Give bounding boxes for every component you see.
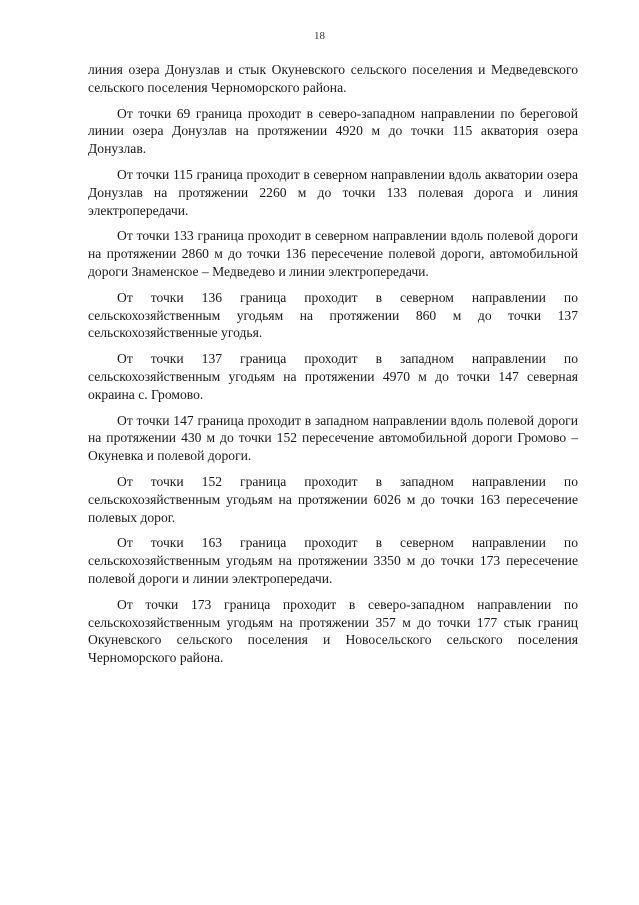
paragraph-3: От точки 115 граница проходит в северном направлении вдоль акватории озера Донузлав на протяжении 2260 м до точки 133 полевая дорога и линия электропередачи. [88,166,578,218]
paragraph-9: От точки 163 граница проходит в северном направлении по сельскохозяйственным угодьям на протяжении 3350 м до точки 173 пересечение полевой дороги и линии электропередачи. [88,535,578,586]
paragraph-2: От точки 69 граница проходит в северо-западном направлении по береговой линии озера Донузлав на протяжении 4920 м до точки 115 акватория озера Донузлав. [88,105,578,157]
paragraph-7: От точки 147 граница проходит в западном направлении вдоль полевой дороги на протяжении 430 м до точки 152 пересечение автомобильной дороги Громово – Окуневка и полевой дороги. [88,412,578,464]
paragraph-5: От точки 136 граница проходит в северном направлении по сельскохозяйственным угодьям на протяжении 860 м до точки 137 сельскохозяйственные угодья. [88,289,578,341]
paragraph-4: От точки 133 граница проходит в северном направлении вдоль полевой дороги на протяжении 2860 м до точки 136 пересечение полевой дороги, автомобильной дороги Знаменское – Медведево и линии электропередачи. [88,228,578,279]
paragraph-6: От точки 137 граница проходит в западном направлении по сельскохозяйственным угодьям на протяжении 4970 м до точки 147 северная окраина с. Громово. [88,351,578,402]
paragraph-10: От точки 173 граница проходит в северо-западном направлении по сельскохозяйственным угодьям на протяжении 357 м до точки 177 стык границ Окуневского сельского поселения и Новосельского сельского поселения Черноморского района. [88,596,578,666]
document-body [88,61,578,667]
page-number: 18 [314,30,325,42]
paragraph-1: линия озера Донузлав и стык Окуневского сельского поселения и Медведевского сельского поселения Черноморского района. [88,62,578,95]
paragraph-8: От точки 152 граница проходит в западном направлении по сельскохозяйственным угодьям на протяжении 6026 м до точки 163 пересечение полевых дорог. [88,473,578,525]
